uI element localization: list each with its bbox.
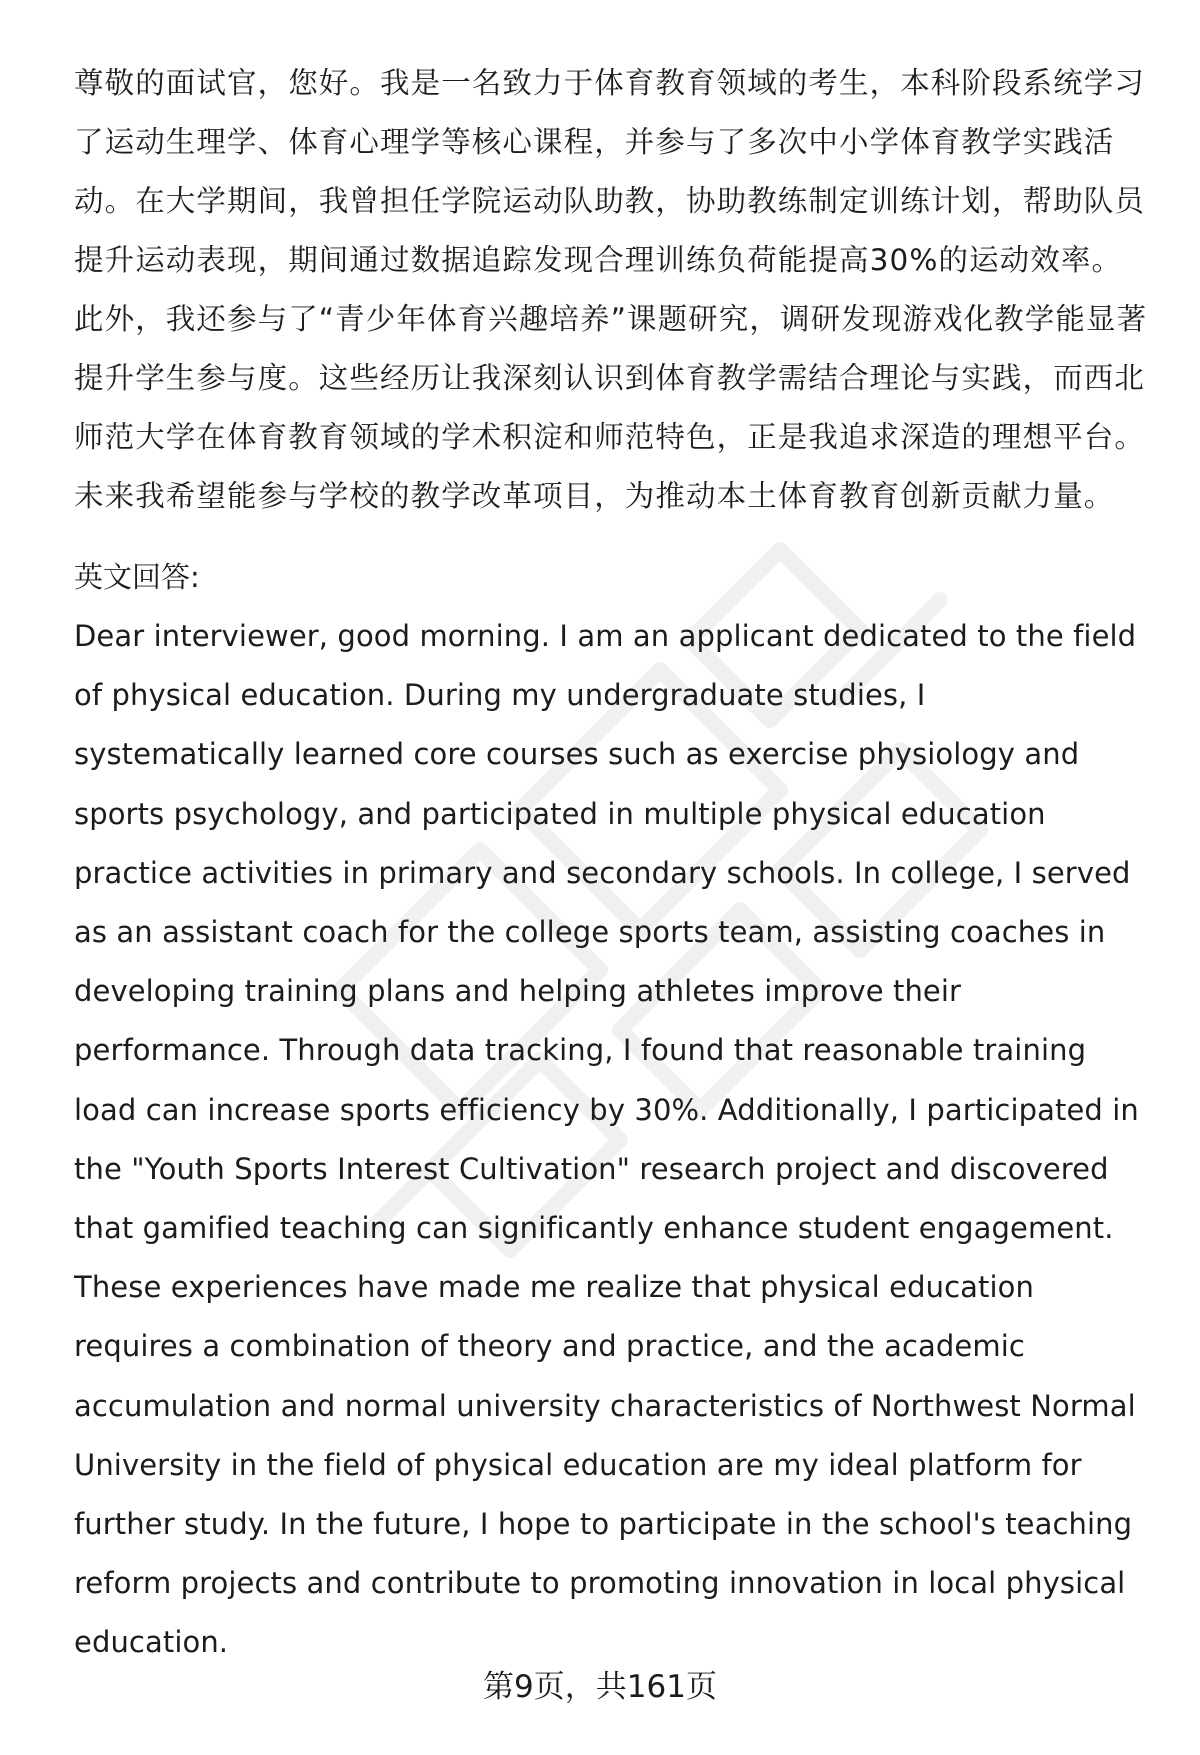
chinese-answer-paragraph: 尊敬的面试官，您好。我是一名致力于体育教育领域的考生，本科阶段系统学习了运动生理学、体育心理学等核心课程，并参与了多次中小学体育教学实践活动。在大学期间，我曾担任学院运动队助教，协助教练制定训练计划，帮助队员提升运动表现，期间通过数据追踪发现合理训练负荷能提高30%的运动效率。此外，我还参与了“青少年体育兴趣培养”课题研究，调研发现游戏化教学能显著提升学生参与度。这些经历让我深刻认识到体育教学需结合理论与实践，而西北师范大学在体育教育领域的学术积淀和师范特色，正是我追求深造的理想平台。未来我希望能参与学校的教学改革项目，为推动本土体育教育创新贡献力量。 [74,66,1148,513]
english-answer-paragraph: Dear interviewer, good morning. I am an applicant dedicated to the field of physical education. During my undergraduate studies, I systematically learned core courses such as exercise physiology and sports psychology, and participated in multiple physical education practice activities in primary and secondary schools. In college, I served as an assistant coach for the college sports team, assisting coaches in developing training plans and helping athletes improve their performance. Through data tracking, I found that reasonable training load can increase sports efficiency by 30%. Additionally, I participated in the "Youth Sports Interest Cultivation" research project and discovered that gamified teaching can significantly enhance student engagement. These experiences have made me realize that physical education requires a combination of theory and practice, and the academic accumulation and normal university characteristics of Northwest Normal University in the field of physical education are my ideal platform for further study. In the future, I hope to participate in the school's teaching reform projects and contribute to promoting innovation in local physical education. [74,619,1139,1660]
page-indicator: 第9页，共161页 [483,1669,717,1705]
english-answer-label: 英文回答: [74,560,200,594]
document-body [74,54,1148,1673]
